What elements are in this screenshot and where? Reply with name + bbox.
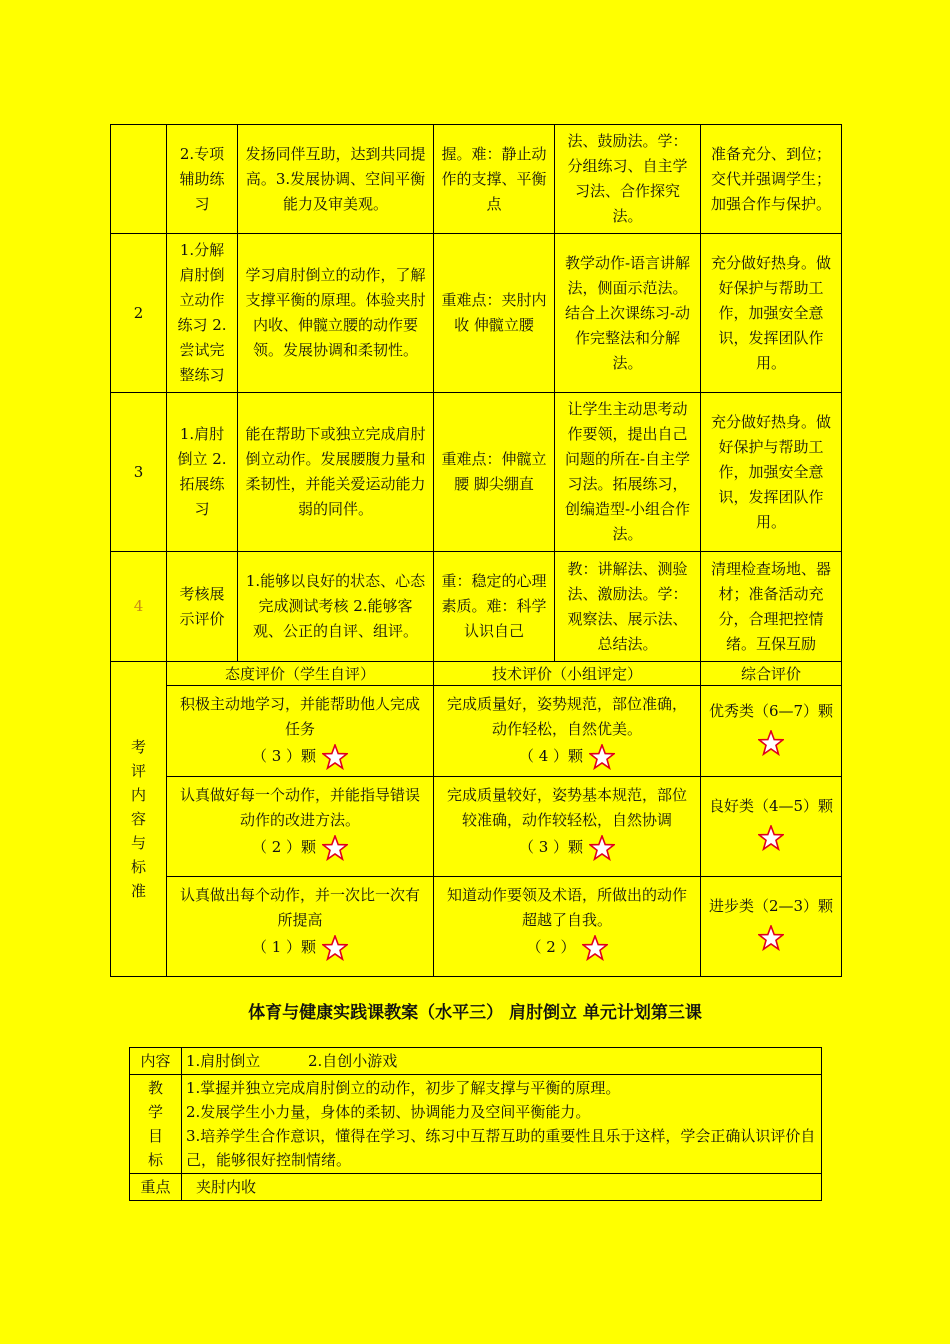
key-label: 重点	[130, 1174, 182, 1201]
eval-row	[111, 686, 842, 777]
tech-text: 完成质量较好，姿势基本规范，部位较准确，动作较轻松，自然协调	[446, 786, 687, 829]
table-row	[111, 393, 842, 552]
lesson-content: 2.专项辅助练习	[167, 125, 238, 234]
star-icon	[758, 925, 784, 959]
overall-cell	[701, 877, 842, 977]
attitude-cell	[167, 877, 434, 977]
lesson-content: 1.肩肘倒立 2.拓展练习	[167, 393, 238, 552]
lesson-method: 教：讲解法、测验法、激励法。学：观察法、展示法、总结法。	[555, 552, 701, 662]
table-row	[111, 125, 842, 234]
lesson-key-point: 握。难：静止动作的支撑、平衡点	[434, 125, 555, 234]
lesson-content: 考核展示评价	[167, 552, 238, 662]
key-row	[130, 1174, 822, 1201]
eval-header-attitude: 态度评价（学生自评）	[167, 662, 434, 686]
goal-item: 1.掌握并独立完成肩肘倒立的动作，初步了解支撑与平衡的原理。	[186, 1079, 621, 1097]
attitude-count: （ 2 ）颗	[251, 838, 317, 856]
overall-text: 优秀类（6—7）颗	[708, 701, 834, 720]
star-icon	[589, 744, 615, 770]
tech-count: （ 3 ）颗	[518, 838, 584, 856]
eval-side-label	[111, 662, 167, 977]
tech-text: 完成质量好，姿势规范，部位准确，动作轻松，自然优美。	[446, 695, 687, 738]
attitude-text: 积极主动地学习，并能帮助他人完成任务	[179, 695, 420, 738]
star-icon	[322, 835, 348, 861]
eval-row	[111, 877, 842, 977]
goal-row	[130, 1075, 822, 1174]
star-icon	[322, 744, 348, 770]
content-row	[130, 1048, 822, 1075]
lesson-content: 1.分解肩肘倒立动作练习 2.尝试完整练习	[167, 234, 238, 393]
lesson-number: 2	[111, 234, 167, 393]
overall-cell	[701, 686, 842, 777]
star-icon	[758, 730, 784, 764]
lesson-number: 3	[111, 393, 167, 552]
star-icon	[322, 935, 348, 961]
lesson-key-point: 重：稳定的心理素质。难：科学认识自己	[434, 552, 555, 662]
tech-cell	[434, 686, 701, 777]
goal-list	[182, 1075, 822, 1174]
lesson-method: 法、鼓励法。学：分组练习、自主学习法、合作探究法。	[555, 125, 701, 234]
eval-side-label-text: 考评内容与标准	[130, 738, 146, 900]
lesson-number	[111, 125, 167, 234]
tech-text: 知道动作要领及术语，所做出的动作超越了自我。	[446, 886, 687, 929]
goal-item: 3.培养学生合作意识，懂得在学习、练习中互帮互助的重要性且乐于这样，学会正确认识评价自己，能够很好控制情绪。	[186, 1127, 816, 1169]
overall-text: 良好类（4—5）颗	[708, 797, 834, 815]
lesson-goal: 发扬同伴互助，达到共同提高。3.发展协调、空间平衡能力及审美观。	[238, 125, 434, 234]
attitude-cell	[167, 686, 434, 777]
eval-header-overall: 综合评价	[701, 662, 842, 686]
tech-cell	[434, 877, 701, 977]
lesson-summary-table	[129, 1047, 822, 1201]
overall-text: 进步类（2—3）颗	[708, 897, 834, 915]
attitude-count: （ 3 ）颗	[251, 747, 317, 765]
content-value: 1.肩肘倒立 2.自创小游戏	[182, 1048, 822, 1075]
table-row	[111, 234, 842, 393]
eval-row	[111, 777, 842, 877]
lesson-goal: 1.能够以良好的状态、心态完成测试考核 2.能够客观、公正的自评、组评。	[238, 552, 434, 662]
star-icon	[758, 825, 784, 859]
overall-cell	[701, 777, 842, 877]
key-value: 夹肘内收	[182, 1174, 822, 1201]
lesson-goal: 能在帮助下或独立完成肩肘倒立动作。发展腰腹力量和柔韧性，并能关爱运动能力弱的同伴。	[238, 393, 434, 552]
attitude-cell	[167, 777, 434, 877]
attitude-text: 认真做好每一个动作，并能指导错误动作的改进方法。	[179, 786, 420, 829]
lesson-safety: 充分做好热身。做好保护与帮助工作，加强安全意识，发挥团队作用。	[701, 393, 842, 552]
table-row	[111, 552, 842, 662]
eval-header-tech: 技术评价（小组评定）	[434, 662, 701, 686]
lesson-key-point: 重难点：夹肘内收 伸髋立腰	[434, 234, 555, 393]
star-icon	[589, 835, 615, 861]
lesson-method: 教学动作-语言讲解法，侧面示范法。结合上次课练习-动作完整法和分解法。	[555, 234, 701, 393]
lesson-safety: 清理检查场地、器材；准备活动充分，合理把控情绪。互保互励	[701, 552, 842, 662]
lesson-number: 4	[111, 552, 167, 662]
lesson-plan-table	[110, 124, 842, 977]
lesson-key-point: 重难点：伸髋立腰 脚尖绷直	[434, 393, 555, 552]
tech-cell	[434, 777, 701, 877]
goal-item: 2.发展学生小力量，身体的柔韧、协调能力及空间平衡能力。	[186, 1103, 591, 1121]
lesson-safety: 充分做好热身。做好保护与帮助工作，加强安全意识，发挥团队作用。	[701, 234, 842, 393]
attitude-count: （ 1 ）颗	[251, 938, 317, 956]
star-icon	[582, 935, 608, 961]
lesson-method: 让学生主动思考动作要领，提出自己问题的所在-自主学习法。拓展练习，创编造型-小组合作法。	[555, 393, 701, 552]
tech-count: （ 4 ）颗	[518, 747, 584, 765]
lesson-safety: 准备充分、到位；交代并强调学生；加强合作与保护。	[701, 125, 842, 234]
lesson-plan-title: 体育与健康实践课教案（水平三） 肩肘倒立 单元计划第三课	[248, 1003, 702, 1023]
tech-count: （ 2 ）	[526, 938, 576, 956]
content-label: 内容	[130, 1048, 182, 1075]
lesson-goal: 学习肩肘倒立的动作，了解支撑平衡的原理。体验夹肘内收、伸髋立腰的动作要领。发展协调和柔韧性。	[238, 234, 434, 393]
attitude-text: 认真做出每个动作，并一次比一次有所提高	[179, 886, 420, 929]
eval-header-row	[111, 662, 842, 686]
goal-label: 教学目标	[130, 1075, 182, 1174]
